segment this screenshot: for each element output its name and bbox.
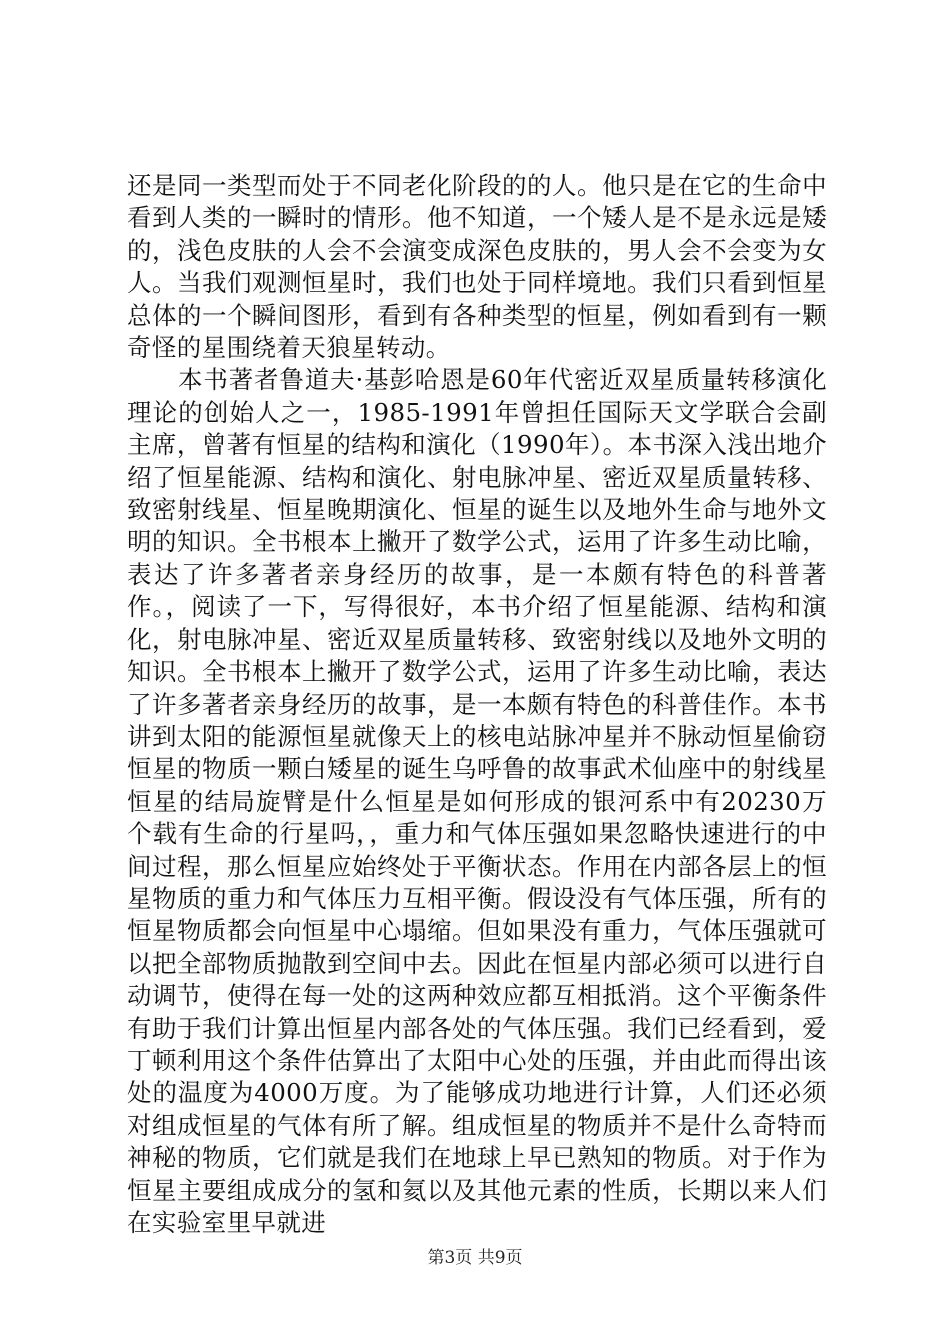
paragraph-1: 还是同一类型而处于不同老化阶段的的人。他只是在它的生命中看到人类的一瞬时的情形。他不知道，一个矮人是不是永远是矮的，浅色皮肤的人会不会演变成深色皮肤的，男人会不会变为女人。当我们观测恒星时，我们也处于同样境地。我们只看到恒星总体的一个瞬间图形，看到有各种类型的恒星，例如看到有一颗奇怪的星围绕着天狼星转动。: [127, 171, 827, 363]
page-number-footer: 第3页 共9页: [427, 1248, 523, 1268]
paragraph-2: 本书著者鲁道夫·基彭哈恩是60年代密近双星质量转移演化理论的创始人之一，1985-1991年曾担任国际天文学联合会副主席，曾著有恒星的结构和演化（1990年）。本书深入浅出地介绍了恒星能源、结构和演化、射电脉冲星、密近双星质量转移、致密射线星、恒星晚期演化、恒星的诞生以及地外生命与地外文明的知识。全书根本上撇开了数学公式，运用了许多生动比喻，表达了许多著者亲身经历的故事，是一本颇有特色的科普著作。，阅读了一下，写得很好，本书介绍了恒星能源、结构和演化，射电脉冲星、密近双星质量转移、致密射线以及地外文明的知识。全书根本上撇开了数学公式，运用了许多生动比喻，表达了许多著者亲身经历的故事，是一本颇有特色的科普佳作。本书讲到太阳的能源恒星就像天上的核电站脉冲星并不脉动恒星偷窃恒星的物质一颗白矮星的诞生乌呼鲁的故事武术仙座中的射线星恒星的结局旋臂是什么恒星是如何形成的银河系中有20230万个载有生命的行星吗，，重力和气体压强如果忽略快速进行的中间过程，那么恒星应始终处于平衡状态。作用在内部各层上的恒星物质的重力和气体压力互相平衡。假设没有气体压强，所有的恒星物质都会向恒星中心塌缩。但如果没有重力，气体压强就可以把全部物质抛散到空间中去。因此在恒星内部必须可以进行自动调节，使得在每一处的这两种效应都互相抵消。这个平衡条件有助于我们计算出恒星内部各处的气体压强。我们已经看到，爱丁顿利用这个条件估算出了太阳中心处的压强，并由此而得出该处的温度为4000万度。为了能够成功地进行计算，人们还必须对组成恒星的气体有所了解。组成恒星的物质并不是什么奇特而神秘的物质，它们就是我们在地球上早已熟知的物质。对于作为恒星主要组成成分的氢和氦以及其他元素的性质，长期以来人们在实验室里早就进: [127, 365, 827, 1237]
document-body: [127, 170, 827, 1239]
